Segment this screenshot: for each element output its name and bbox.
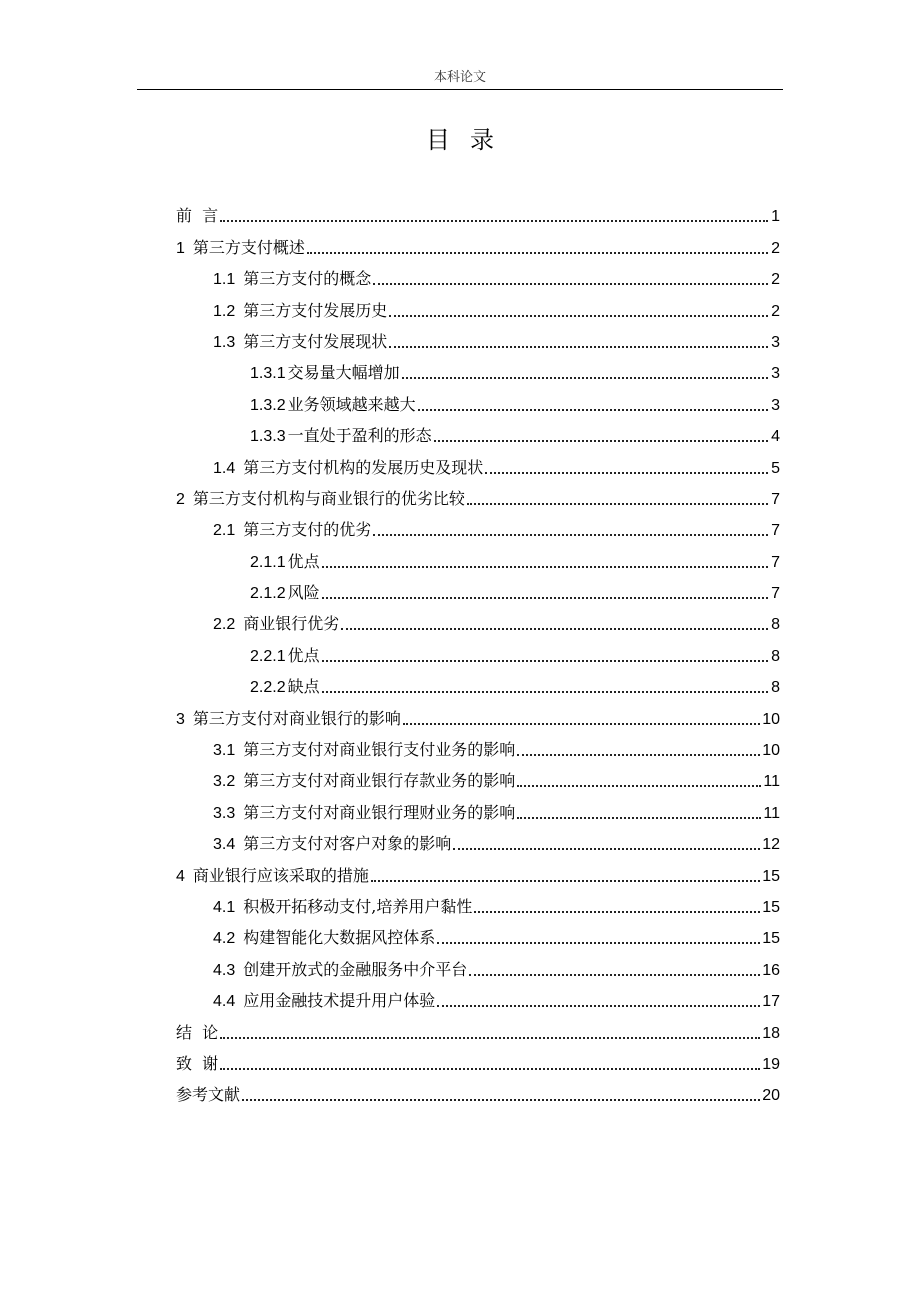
toc-entry[interactable]: [176, 478, 780, 509]
toc-entry-title: 商业银行应该采取的措施: [192, 865, 369, 885]
toc-entry-title: 风险: [287, 583, 320, 603]
toc-entry-title: 第三方支付对客户对象的影响: [243, 834, 452, 854]
toc-entry-title: 一直处于盈利的形态: [287, 426, 432, 446]
toc-entry-title: 积极开拓移动支付,培养用户黏性: [243, 896, 473, 916]
toc-entry-title: 应用金融技术提升用户体验: [243, 991, 436, 1011]
toc-page-number: 2: [771, 302, 780, 320]
toc-page-number: 7: [771, 490, 780, 508]
toc-entry[interactable]: [176, 226, 780, 257]
toc-dot-leader: [437, 942, 760, 944]
toc-page-number: 19: [762, 1055, 780, 1073]
toc-dot-leader: [453, 848, 760, 850]
toc-page-number: 3: [771, 396, 780, 414]
toc-entry[interactable]: [176, 791, 780, 822]
toc-entry[interactable]: [176, 572, 780, 603]
toc-entry[interactable]: [176, 697, 780, 728]
toc-entry-title: 第三方支付机构的发展历史及现状: [243, 457, 484, 477]
toc-dot-leader: [485, 472, 768, 474]
toc-entry-number: 2.1.2: [250, 585, 286, 603]
toc-entry-number: 1.3: [213, 333, 236, 351]
toc-entry-number: 1: [176, 239, 185, 257]
toc-dot-leader: [322, 691, 768, 693]
toc-entry-title: 第三方支付机构与商业银行的优劣比较: [192, 488, 465, 508]
toc-dot-leader: [402, 377, 768, 379]
toc-entry[interactable]: [176, 1074, 780, 1105]
toc-entry[interactable]: [176, 540, 780, 571]
toc-dot-leader: [322, 660, 768, 662]
toc-page-number: 16: [762, 961, 780, 979]
toc-entry-title: 第三方支付概述: [192, 237, 305, 257]
toc-entry-title: 参考文献: [176, 1085, 241, 1105]
toc-page-number: 10: [762, 710, 780, 728]
toc-entry[interactable]: [176, 383, 780, 414]
toc-dot-leader: [373, 534, 768, 536]
toc-page-number: 15: [762, 898, 780, 916]
toc-entry-title: 交易量大幅增加: [287, 363, 400, 383]
toc-page-number: 3: [771, 333, 780, 351]
toc-entry-number: 3: [176, 710, 185, 728]
toc-page-number: 2: [771, 239, 780, 257]
toc-entry-title: 第三方支付的概念: [243, 269, 372, 289]
toc-entry-number: 4.3: [213, 961, 236, 979]
toc-entry-number: 1.4: [213, 459, 236, 477]
toc-entry-number: 4.1: [213, 898, 236, 916]
toc-dot-leader: [418, 409, 768, 411]
toc-entry-number: 2.2.1: [250, 647, 286, 665]
toc-entry[interactable]: [176, 729, 780, 760]
toc-entry-title: 商业银行优劣: [243, 614, 340, 634]
toc-dot-leader: [220, 220, 768, 222]
toc-page-number: 17: [762, 993, 780, 1011]
toc-entry[interactable]: [176, 917, 780, 948]
toc-entry-title: 前 言: [176, 206, 219, 226]
toc-entry[interactable]: [176, 854, 780, 885]
toc-page-number: 7: [771, 585, 780, 603]
toc-title: 目录: [426, 126, 514, 154]
toc-entry-number: 1.3.2: [250, 396, 286, 414]
toc-entry-number: 1.1: [213, 271, 236, 289]
toc-page-number: 11: [763, 773, 780, 791]
toc-entry-title: 业务领域越来越大: [287, 394, 416, 414]
toc-dot-leader: [322, 597, 768, 599]
toc-entry[interactable]: [176, 321, 780, 352]
toc-dot-leader: [341, 628, 768, 630]
toc-page-number: 18: [762, 1024, 780, 1042]
toc-entry[interactable]: [176, 1011, 780, 1042]
toc-dot-leader: [389, 346, 768, 348]
toc-entry[interactable]: [176, 415, 780, 446]
toc-entry[interactable]: [176, 760, 780, 791]
toc-entry[interactable]: [176, 666, 780, 697]
toc-page-number: 15: [762, 867, 780, 885]
toc-entry-number: 4: [176, 867, 185, 885]
toc-page-number: 3: [771, 365, 780, 383]
toc-dot-leader: [434, 440, 768, 442]
toc-entry[interactable]: [176, 446, 780, 477]
toc-page-number: 8: [771, 679, 780, 697]
toc-dot-leader: [517, 785, 761, 787]
toc-entry[interactable]: [176, 634, 780, 665]
toc-entry-number: 3.3: [213, 804, 236, 822]
header-rule: [137, 89, 783, 90]
toc-entry-title: 结 论: [176, 1022, 219, 1042]
toc-dot-leader: [403, 723, 760, 725]
toc-dot-leader: [307, 252, 768, 254]
toc-entry-title: 缺点: [287, 677, 320, 697]
toc-page-number: 7: [771, 522, 780, 540]
toc-entry-number: 4.4: [213, 993, 236, 1011]
toc-dot-leader: [469, 974, 760, 976]
toc-page-number: 11: [763, 804, 780, 822]
toc-page-number: 5: [771, 459, 780, 477]
toc-entry[interactable]: [176, 980, 780, 1011]
toc-entry-number: 1.2: [213, 302, 236, 320]
toc-dot-leader: [373, 283, 768, 285]
toc-dot-leader: [220, 1068, 760, 1070]
toc-entry-number: 3.1: [213, 742, 236, 760]
toc-dot-leader: [242, 1099, 760, 1101]
toc-entry[interactable]: [176, 258, 780, 289]
toc-entry-title: 构建智能化大数据风控体系: [243, 928, 436, 948]
toc-page-number: 4: [771, 428, 780, 446]
toc-entry-number: 1.3.1: [250, 365, 286, 383]
toc-entry-title: 创建开放式的金融服务中介平台: [243, 959, 468, 979]
toc-entry-title: 第三方支付的优劣: [243, 520, 372, 540]
toc-entry-title: 第三方支付对商业银行的影响: [192, 708, 401, 728]
toc-entry[interactable]: [176, 352, 780, 383]
toc-dot-leader: [474, 911, 760, 913]
toc-entry[interactable]: [176, 603, 780, 634]
toc-entry-number: 2.2: [213, 616, 236, 634]
toc-page-number: 7: [771, 553, 780, 571]
toc-entry-title: 第三方支付对商业银行支付业务的影响: [243, 740, 516, 760]
toc-dot-leader: [517, 817, 761, 819]
toc-entry-number: 4.2: [213, 930, 236, 948]
toc-page-number: 8: [771, 647, 780, 665]
toc-entry[interactable]: [176, 195, 780, 226]
toc-page-number: 8: [771, 616, 780, 634]
toc-entry-title: 第三方支付对商业银行存款业务的影响: [243, 771, 516, 791]
toc-entry[interactable]: [176, 509, 780, 540]
toc-entry[interactable]: [176, 289, 780, 320]
toc-entry-title: 第三方支付发展现状: [243, 331, 388, 351]
toc-entry[interactable]: [176, 886, 780, 917]
toc-entry-number: 2.2.2: [250, 679, 286, 697]
toc-entry-number: 2: [176, 490, 185, 508]
toc-entry-number: 3.4: [213, 836, 236, 854]
toc-page-number: 20: [762, 1087, 780, 1105]
toc-dot-leader: [467, 503, 768, 505]
toc-entry-title: 优点: [287, 645, 320, 665]
toc-entry-number: 2.1: [213, 522, 236, 540]
toc-page-number: 15: [762, 930, 780, 948]
toc-page-number: 10: [762, 742, 780, 760]
toc-dot-leader: [371, 880, 760, 882]
toc-entry[interactable]: [176, 823, 780, 854]
toc-entry-title: 第三方支付对商业银行理财业务的影响: [243, 802, 516, 822]
toc-dot-leader: [220, 1037, 760, 1039]
toc-page-number: 1: [771, 208, 780, 226]
toc-entry[interactable]: [176, 948, 780, 979]
toc-dot-leader: [322, 566, 768, 568]
toc-entry-title: 优点: [287, 551, 320, 571]
toc-entry-number: 2.1.1: [250, 553, 286, 571]
toc-page-number: 12: [762, 836, 780, 854]
toc-dot-leader: [517, 754, 760, 756]
toc-dot-leader: [389, 315, 768, 317]
toc-entry-number: 3.2: [213, 773, 236, 791]
running-header: 本科论文: [433, 70, 486, 85]
table-of-contents: [176, 195, 780, 1105]
toc-dot-leader: [437, 1005, 760, 1007]
toc-entry-number: 1.3.3: [250, 428, 286, 446]
toc-entry-title: 第三方支付发展历史: [243, 300, 388, 320]
toc-entry[interactable]: [176, 1043, 780, 1074]
toc-entry-title: 致 谢: [176, 1053, 219, 1073]
toc-page-number: 2: [771, 271, 780, 289]
